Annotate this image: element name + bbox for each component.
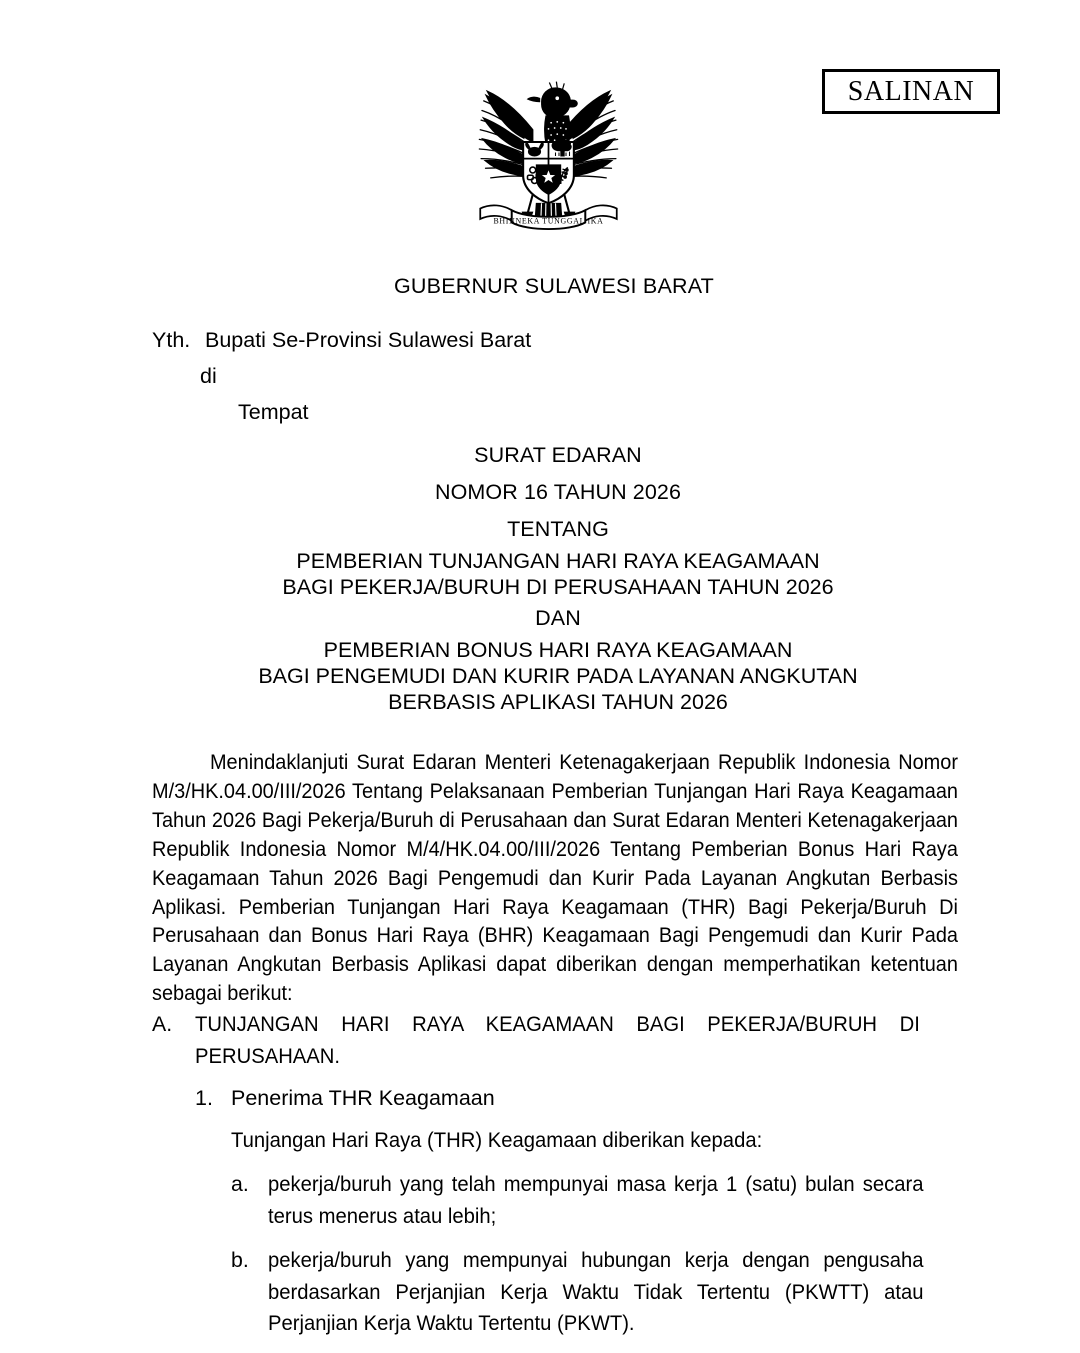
- opening-paragraph: Menindaklanjuti Surat Edaran Menteri Ketenagakerjaan Republik Indonesia Nomor M/3/HK.04.00/III/2026 Tentang Pelaksanaan Pemberian Tunjangan Hari Raya Keagamaan Tahun 2026 Bagi Pekerja/Buruh di Perusahaan dan Surat Edaran Menteri Ketenagakerjaan Republik Indonesia Nomor M/4/HK.04.00/III/2026 Tentang Pemberian Bonus Hari Raya Keagamaan Tahun 2026 Bagi Pengemudi dan Kurir Pada Layanan Angkutan Berbasis Aplikasi. Pemberian Tunjangan Hari Raya Keagamaan (THR) Bagi Pekerja/Buruh Di Perusahaan dan Bonus Hari Raya (BHR) Keagamaan Bagi Pengemudi dan Kurir Pada Layanan Angkutan Berbasis Aplikasi dapat diberikan dengan memperhatikan ketentuan sebagai berikut:: [152, 750, 958, 1006]
- document-body: [152, 748, 958, 1353]
- list-item: [231, 1169, 958, 1232]
- subject-two-line-one: PEMBERIAN BONUS HARI RAYA KEAGAMAAN: [323, 638, 793, 662]
- section-a: [152, 1009, 958, 1072]
- subject-two-line-three: BERBASIS APLIKASI TAHUN 2026: [388, 690, 728, 714]
- subject-two-line-two: BAGI PENGEMUDI DAN KURIR PADA LAYANAN ANGKUTAN: [258, 664, 858, 688]
- addressee-block: [152, 324, 852, 428]
- addressee-place: Tempat: [238, 400, 309, 424]
- subject-one-line-one: PEMBERIAN TUNJANGAN HARI RAYA KEAGAMAAN: [296, 549, 820, 573]
- salinan-stamp-label: SALINAN: [847, 75, 975, 107]
- document-conjunction: DAN: [535, 606, 581, 630]
- institution-heading: [0, 274, 1080, 299]
- item-1-marker: 1.: [195, 1086, 213, 1111]
- subitem-b-marker: b.: [231, 1248, 249, 1273]
- addressee-preposition: di: [200, 364, 217, 388]
- addressee-recipient: Bupati Se-Provinsi Sulawesi Barat: [205, 328, 532, 352]
- item-1-heading: Penerima THR Keagamaan: [231, 1086, 495, 1111]
- document-title-block: [78, 437, 1038, 715]
- institution-heading-text: GUBERNUR SULAWESI BARAT: [394, 274, 714, 298]
- section-a-item-1: [152, 1082, 958, 1114]
- document-number: NOMOR 16 TAHUN 2026: [434, 480, 682, 504]
- document-type-label: SURAT EDARAN: [474, 443, 642, 467]
- section-a-heading: TUNJANGAN HARI RAYA KEAGAMAAN BAGI PEKERJA/BURUH DI PERUSAHAAN.: [195, 1012, 920, 1068]
- addressee-salutation: Yth.: [152, 328, 191, 352]
- garuda-pancasila-emblem: [461, 72, 636, 247]
- subitem-b-text: pekerja/buruh yang mempunyai hubungan kerja dengan pengusaha berdasarkan Perjanjian Kerja Waktu Tidak Tertentu (PKWTT) atau Perjanjian Kerja Waktu Tertentu (PKWT).: [268, 1248, 924, 1336]
- svg-text:BHINNEKA TUNGGAL IKA: BHINNEKA TUNGGAL IKA: [493, 216, 604, 226]
- section-a-marker: A.: [152, 1012, 173, 1037]
- document-subject-one: [78, 548, 1038, 600]
- subject-one-line-two: BAGI PEKERJA/BURUH DI PERUSAHAAN TAHUN 2026: [282, 575, 834, 599]
- addressee-recipient-line: [152, 324, 852, 356]
- subitem-a-text: pekerja/buruh yang telah mempunyai masa kerja 1 (satu) bulan secara terus menerus atau lebih;: [268, 1172, 924, 1228]
- item-1-intro: [152, 1125, 958, 1155]
- document-about-label: TENTANG: [507, 517, 609, 541]
- salinan-stamp-box: [822, 69, 1000, 114]
- item-1-intro-text: Tunjangan Hari Raya (THR) Keagamaan diberikan kepada:: [231, 1128, 763, 1153]
- subitem-a-marker: a.: [231, 1172, 249, 1197]
- document-subject-two: [78, 637, 1038, 715]
- item-1-subitem-list: [152, 1169, 958, 1340]
- list-item: [231, 1245, 958, 1340]
